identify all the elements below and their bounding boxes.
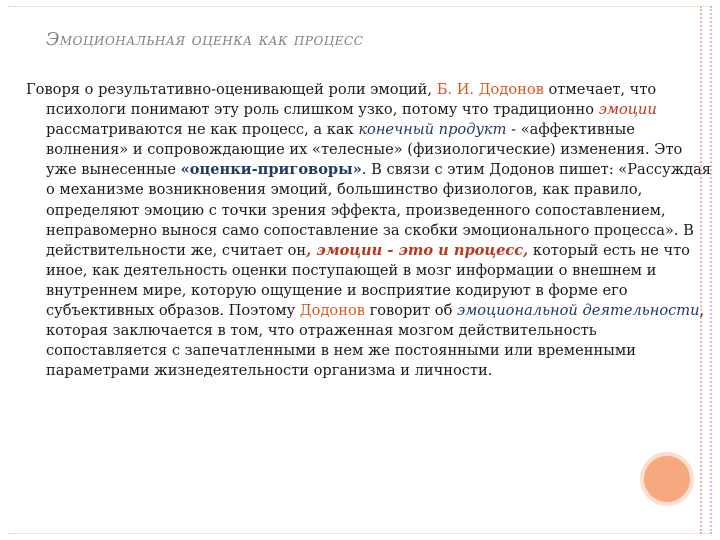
top-dotted-border bbox=[8, 6, 712, 13]
text-run: говорит об bbox=[364, 302, 458, 320]
text-run: который есть не что иное, как деятельность оценки поступающей в мозг информации о внешнем и внутреннем мире, которую ощущение и восприятие кодируют в форме его субъективных образов. Поэтому bbox=[46, 241, 690, 320]
term-emotions-process-highlight: , эмоции - это и процесс, bbox=[306, 241, 529, 259]
bottom-dotted-border bbox=[8, 527, 712, 534]
text-run: рассматриваются не как процесс, а как bbox=[46, 121, 359, 139]
term-final-product-highlight: конечный продукт bbox=[358, 121, 507, 139]
text-run: Говоря о результативно-оценивающей роли эмоций, bbox=[26, 81, 437, 98]
text-run: отмечает, что психологи понимают эту роль слишком узко, потому что традиционно bbox=[46, 81, 657, 119]
term-verdicts-highlight: «оценки-приговоры» bbox=[180, 161, 362, 179]
author-name-highlight: Б. И. Додонов bbox=[436, 81, 544, 98]
author-name-highlight-2: Додонов bbox=[299, 302, 365, 320]
text-run: , которая заключается в том, что отраженная мозгом действительность сопоставляется с запечатленными в нем же постоянными или временными параметрами жизнедеятельности организма и личности. bbox=[46, 302, 705, 380]
slide-body-paragraph bbox=[26, 80, 716, 381]
orange-circle-icon bbox=[640, 452, 694, 506]
text-run: . В связи с этим Додонов пишет: «Рассуждая о механизме возникновения эмоций, большинство физиологов, как правило, определяют эмоцию с точки зрения эффекта, произведенного сопоставлением, неправомерно вынося само сопоставление за скобки эмоционального процесса». В действительности же, считает он bbox=[46, 161, 712, 259]
term-emotions-highlight: эмоции bbox=[598, 101, 657, 119]
slide-title: Эмоциональная оценка как процесс bbox=[46, 30, 364, 50]
text-run: - «аффективные волнения» и сопровождающие их «телесные» (физиологические) изменения. Это уже вынесенные bbox=[46, 121, 683, 179]
term-emotional-activity-highlight: эмоциональной деятельности bbox=[457, 302, 700, 320]
